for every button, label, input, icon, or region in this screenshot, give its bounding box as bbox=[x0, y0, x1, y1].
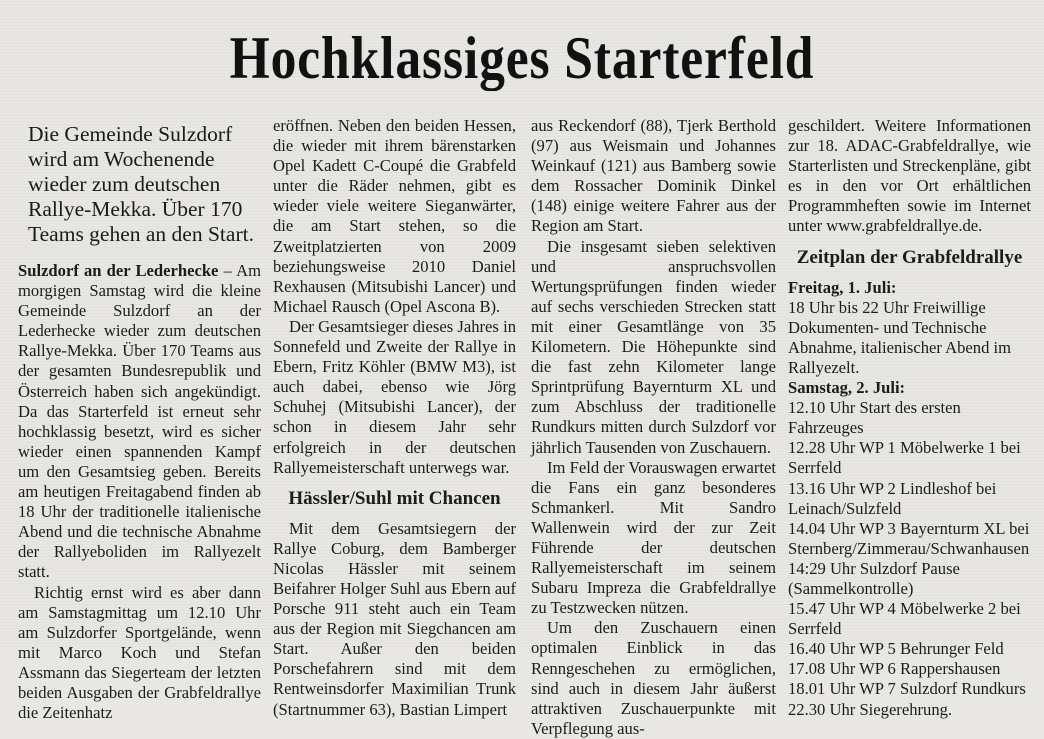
paragraph: aus Reckendorf (88), Tjerk Berthold (97) aus Weismain und Johannes Weinkauf (121) aus Bamberg sowie dem Rossacher Dominik Dinkel (148) einige weitere Fahrer aus der Region am Start. bbox=[531, 116, 776, 236]
schedule-item: 16.40 Uhr WP 5 Behrunger Feld bbox=[788, 639, 1004, 659]
lead-paragraph: Die Gemeinde Sulzdorf wird am Wochenende wieder zum deutschen Rallye-Mekka. Über 170 Teams gehen an den Start. bbox=[28, 122, 254, 246]
schedule-day-label: Samstag, 2. Juli: bbox=[788, 378, 906, 398]
schedule-item: 12.28 Uhr WP 1 Möbelwerke 1 bei Serrfeld bbox=[788, 438, 1021, 478]
paragraph: Mit dem Gesamtsiegern der Rallye Coburg, dem Bamberger Nicolas Hässler mit seinem Beifahrer Holger Suhl aus Ebern auf Porsche 911 steht auch ein Team aus der Region mit Siegchancen am Start. Außer den beiden Porschefahrern sind mit dem Rentweinsdorfer Maximilian Trunk (Startnummer 63), Bastian Limpert bbox=[273, 518, 516, 719]
schedule-day-label: Freitag, 1. Juli: bbox=[788, 277, 897, 297]
schedule-item: 15.47 Uhr WP 4 Möbelwerke 2 bei Serrfeld bbox=[788, 599, 1021, 639]
schedule-item: 13.16 Uhr WP 2 Lindleshof bei Leinach/Sulzfeld bbox=[788, 478, 997, 518]
paragraph: Im Feld der Vorauswagen erwartet die Fans ein ganz besonderes Schmankerl. Mit Sandro Wallenwein wird der zur Zeit Führende der deutschen Rallyemeisterschaft im seinem Subaru Impreza die Grabfeldrallye zu Testzwecken nützen. bbox=[531, 457, 776, 618]
schedule-item: 18 Uhr bis 22 Uhr Freiwillige Dokumenten- und Technische Abnahme, italienischer Abend im Rallyezelt. bbox=[788, 297, 1012, 377]
dateline: Sulzdorf an der Lederhecke bbox=[18, 261, 219, 280]
column-1 bbox=[18, 116, 261, 723]
column-3 bbox=[531, 116, 776, 739]
schedule-item: 18.01 Uhr WP 7 Sulzdorf Rundkurs bbox=[788, 679, 1026, 699]
paragraph: eröffnen. Neben den beiden Hessen, die wieder mit ihrem bärenstarken Opel Kadett C-Coupé die Grabfeld unter die Räder nehmen, gibt es wieder viele weitere Sieganwärter, die am Start stehen, so die Zweitplatzierten von 2009 beziehungsweise 2010 Daniel Rexhausen (Mitsubishi Lancer) und Michael Rausch (Opel Ascona B). bbox=[273, 116, 516, 316]
schedule-item: 14.04 Uhr WP 3 Bayernturm XL bei Sternberg/Zimmerau/Schwanhausen bbox=[788, 518, 1030, 558]
subheading: Hässler/Suhl mit Chancen bbox=[288, 487, 501, 509]
schedule-item: 17.08 Uhr WP 6 Rappershausen bbox=[788, 659, 1001, 679]
paragraph: Richtig ernst wird es aber dann am Samstagmittag um 12.10 Uhr am Sulzdorfer Sportgelände, wenn mit Marco Koch und Stefan Assmann das Siegerteam der letzten beiden Ausgaben der Grabfeldrallye die Zeitenhatz bbox=[18, 582, 261, 723]
schedule-item: 12.10 Uhr Start des ersten Fahrzeuges bbox=[788, 398, 961, 438]
paragraph: Der Gesamtsieger dieses Jahres in Sonnefeld und Zweite der Rallye in Ebern, Fritz Köhler (BMW M3), ist auch dabei, ebenso wie Jörg Schuhej (Mitsubishi Lancer), der schon in diesem Jahr sehr erfolgreich in der deutschen Rallyemeisterschaft unterwegs war. bbox=[273, 316, 516, 477]
paragraph-text: – Am morgigen Samstag wird die kleine Gemeinde Sulzdorf an der Lederhecke wieder zum deutschen Rallye-Mekka. Über 170 Teams aus der gesamten Bundesrepublik und Österreich haben sich angekündigt. Da das Starterfeld ist erneut sehr hochklassig besetzt, wird es sicher wieder einen spannenden Kampf um den Gesamtsieg geben. Bereits am heutigen Freitagabend finden ab 18 Uhr der traditionelle italienische Abend und die technische Abnahme der Rallyeboliden im Rallyezelt statt. bbox=[18, 261, 261, 582]
paragraph: Um den Zuschauern einen optimalen Einblick in das Renngeschehen zu ermöglichen, sind auch in diesem Jahr äußerst attraktiven Zuschauerpunkte mit Verpflegung aus- bbox=[531, 618, 776, 738]
column-4 bbox=[788, 116, 1031, 720]
paragraph: geschildert. Weitere Informationen zur 18. ADAC-Grabfeldrallye, wie Starterlisten und Streckenpläne, gibt es in den vor Ort erhältlichen Programmheften sowie im Internet unter www.grabfeldrallye.de. bbox=[788, 116, 1031, 236]
column-2 bbox=[273, 116, 516, 720]
schedule-item: 22.30 Uhr Siegerehrung. bbox=[788, 699, 953, 719]
headline: Hochklassiges Starterfeld bbox=[229, 25, 815, 91]
schedule bbox=[788, 278, 1031, 720]
paragraph bbox=[18, 261, 261, 583]
subheading: Zeitplan der Grabfeldrallye bbox=[796, 246, 1023, 268]
schedule-item: 14:29 Uhr Sulzdorf Pause (Sammelkontrolle) bbox=[788, 558, 960, 598]
paragraph: Die insgesamt sieben selektiven und anspruchsvollen Wertungsprüfungen finden wieder auf sechs verschieden Strecken statt mit einer Gesamtlänge von 35 Kilometern. Die Höhepunkte sind die fast zehn Kilometer lange Sprintprüfung Bayernturm XL und zum Abschluss der traditionelle Rundkurs mitten durch Sulzdorf vor jährlich Tausenden von Zuschauern. bbox=[531, 236, 776, 457]
